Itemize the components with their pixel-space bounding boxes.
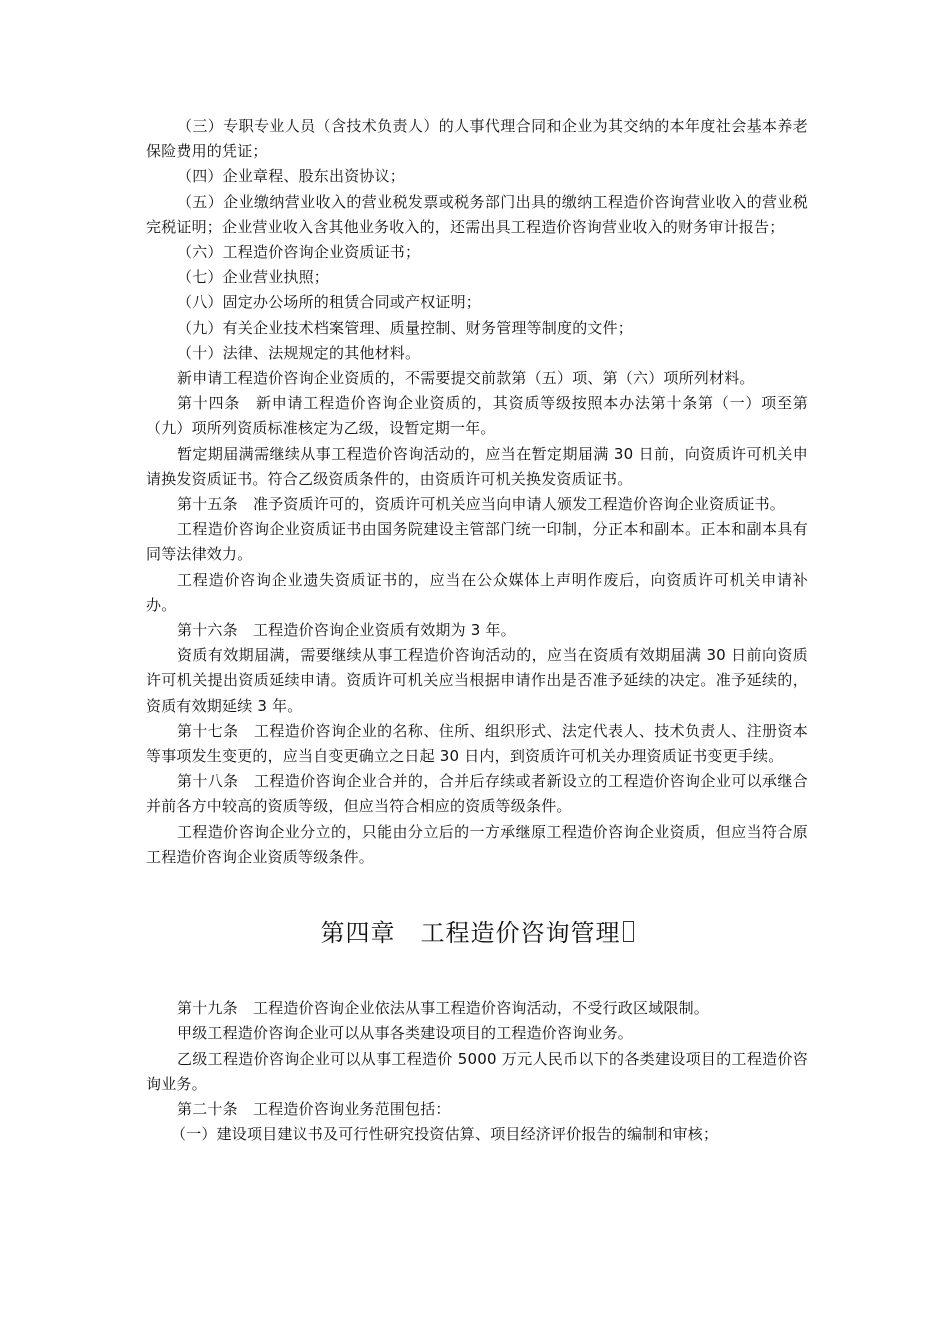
article-16-renewal: 资质有效期届满，需要继续从事工程造价咨询活动的，应当在资质有效期届满 30 日前向资质许可机关提出资质延续申请。资质许可机关应当根据申请作出是否准予延续的决定。准予延续的，资质有效期延续 3 年。 bbox=[146, 646, 808, 715]
missing-glyph-icon bbox=[623, 921, 634, 942]
chapter-title: 第四章 工程造价咨询管理 bbox=[320, 919, 621, 948]
paragraph-8: （八）固定办公场所的租赁合同或产权证明； bbox=[177, 293, 482, 312]
chapter-heading bbox=[146, 918, 808, 948]
paragraph-new-application: 新申请工程造价咨询企业资质的，不需要提交前款第（五）项、第（六）项所列材料。 bbox=[177, 369, 755, 388]
article-20-item-1: （一）建设项目建议书及可行性研究投资估算、项目经济评价报告的编制和审核； bbox=[171, 1125, 719, 1144]
paragraph-6: （六）工程造价咨询企业资质证书； bbox=[177, 243, 421, 262]
article-19-grade-b: 乙级工程造价咨询企业可以从事工程造价 5000 万元人民币以下的各类建设项目的工程造价咨询业务。 bbox=[146, 1049, 808, 1093]
paragraph-4: （四）企业章程、股东出资协议； bbox=[177, 167, 406, 186]
article-19-grade-a: 甲级工程造价咨询企业可以从事各类建设项目的工程造价咨询业务。 bbox=[177, 1024, 634, 1043]
paragraph-9: （九）有关企业技术档案管理、质量控制、财务管理等制度的文件； bbox=[177, 318, 634, 337]
paragraph-10: （十）法律、法规规定的其他材料。 bbox=[177, 343, 421, 362]
article-15-lost: 工程造价咨询企业遗失资质证书的，应当在公众媒体上声明作废后，向资质许可机关申请补办。 bbox=[146, 570, 808, 614]
article-16: 第十六条 工程造价咨询企业资质有效期为 3 年。 bbox=[177, 621, 516, 640]
document-page bbox=[146, 114, 808, 1147]
article-15-certificate: 工程造价咨询企业资质证书由国务院建设主管部门统一印制，分正本和副本。正本和副本具有同等法律效力。 bbox=[146, 520, 808, 564]
article-18-split: 工程造价咨询企业分立的，只能由分立后的一方承继原工程造价咨询企业资质，但应当符合原工程造价咨询企业资质等级条件。 bbox=[146, 822, 808, 866]
article-19: 第十九条 工程造价咨询企业依法从事工程造价咨询活动，不受行政区域限制。 bbox=[177, 999, 710, 1018]
article-20: 第二十条 工程造价咨询业务范围包括： bbox=[177, 1099, 451, 1118]
article-17: 第十七条 工程造价咨询企业的名称、住所、组织形式、法定代表人、技术负责人、注册资本等事项发生变更的，应当自变更确立之日起 30 日内，到资质许可机关办理资质证书变更手续。 bbox=[146, 721, 808, 766]
paragraph-7: （七）企业营业执照； bbox=[177, 268, 330, 287]
article-18: 第十八条 工程造价咨询企业合并的，合并后存续或者新设立的工程造价咨询企业可以承继合并前各方中较高的资质等级，但应当符合相应的资质等级条件。 bbox=[146, 772, 808, 816]
article-14-provisional: 暂定期届满需继续从事工程造价咨询活动的，应当在暂定期届满 30 日前，向资质许可机关申请换发资质证书。符合乙级资质条件的，由资质许可机关换发资质证书。 bbox=[146, 444, 808, 488]
paragraph-5: （五）企业缴纳营业收入的营业税发票或税务部门出具的缴纳工程造价咨询营业收入的营业税完税证明；企业营业收入含其他业务收入的，还需出具工程造价咨询营业收入的财务审计报告； bbox=[146, 192, 808, 236]
article-14: 第十四条 新申请工程造价咨询企业资质的，其资质等级按照本办法第十条第（一）项至第（九）项所列资质标准核定为乙级，设暂定期一年。 bbox=[146, 394, 808, 438]
article-15: 第十五条 准予资质许可的，资质许可机关应当向申请人颁发工程造价咨询企业资质证书。 bbox=[177, 495, 786, 514]
paragraph-3: （三）专职专业人员（含技术负责人）的人事代理合同和企业为其交纳的本年度社会基本养老保险费用的凭证； bbox=[146, 117, 808, 161]
